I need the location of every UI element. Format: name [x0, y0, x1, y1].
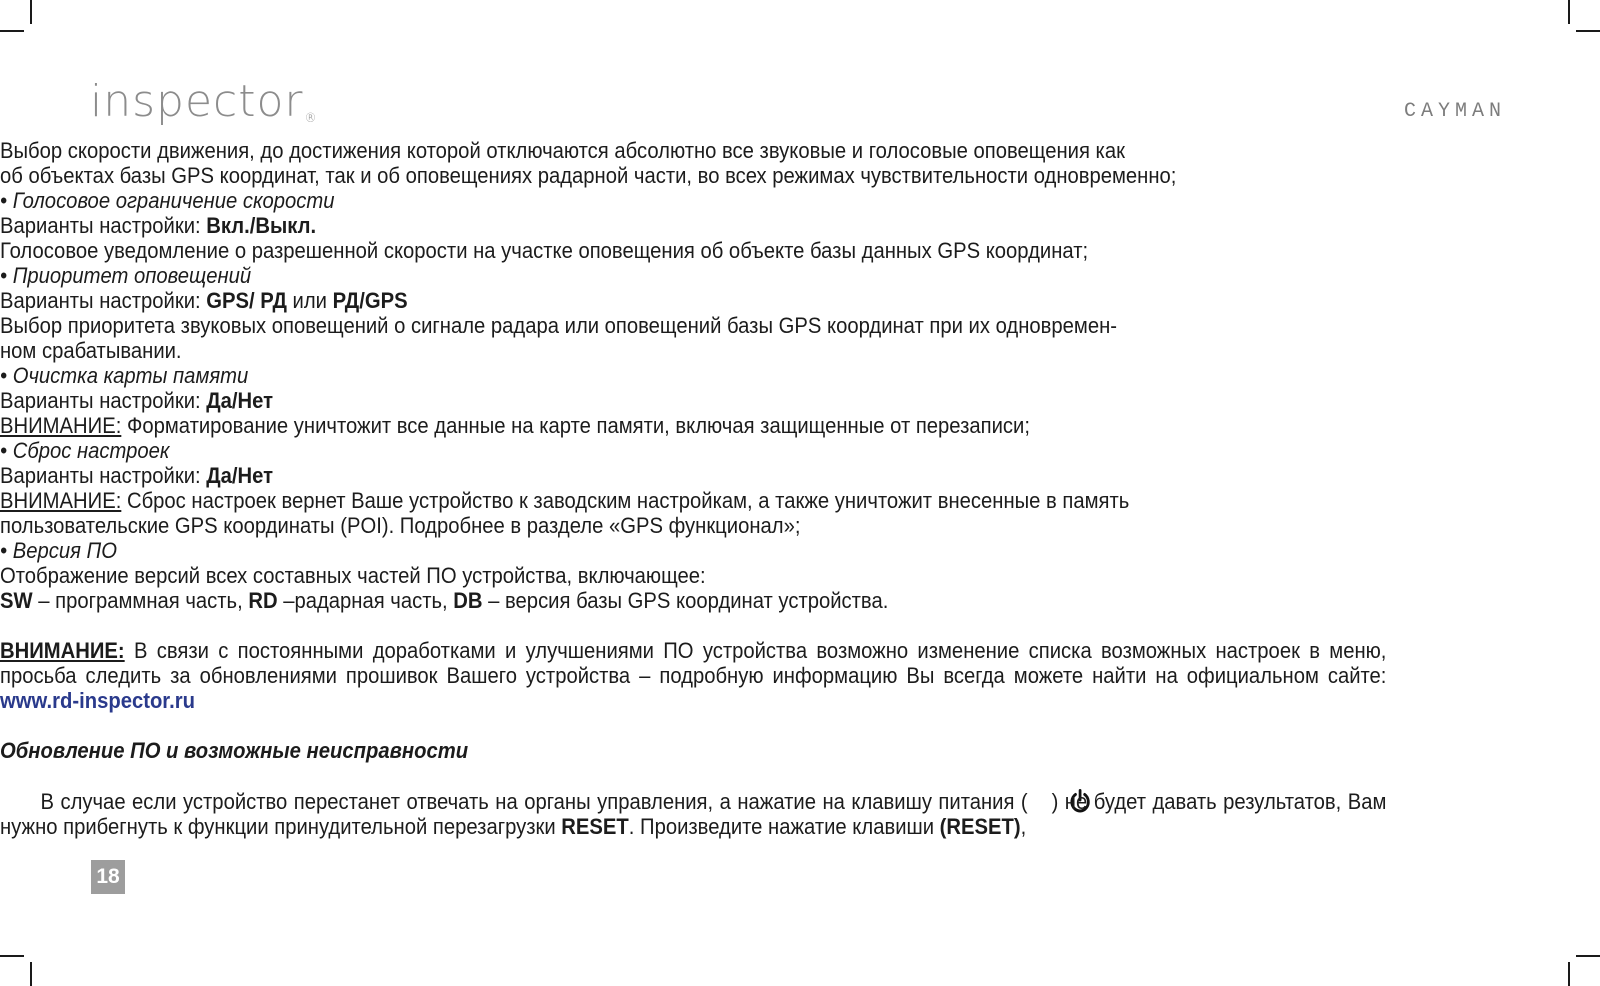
speed-desc-line-1: Выбор скорости движения, до достижения которой отключаются абсолютно все звуковые и голосовые оповещения как — [0, 138, 1125, 163]
crop-mark — [1576, 955, 1600, 957]
cayman-logo: CAYMAN — [1403, 100, 1506, 123]
reset-warning-2: пользовательские GPS координаты (POI). Подробнее в разделе «GPS функционал»; — [0, 513, 801, 538]
version-parts: SW – программная часть, RD –радарная часть, DB – версия базы GPS координат устройства. — [0, 588, 889, 613]
bullet-priority: • Приоритет оповещений — [0, 263, 252, 288]
page-content — [0, 138, 1472, 839]
bullet-clear-card: • Очистка карты памяти — [0, 363, 249, 388]
bullet-reset: • Сброс настроек — [0, 438, 170, 463]
section-title: Обновление ПО и возможные неисправности — [0, 738, 469, 763]
crop-mark — [0, 30, 24, 32]
reset-paragraph: В случае если устройство перестанет отвечать на органы управления, а нажатие на клавишу питания ( ) не будет давать результатов, Вам нужно прибегнуть к функции принудительной перезагрузки RESET. Произведите нажатие клавиши (RESET), — [0, 789, 1387, 839]
priority-desc-1: Выбор приоритета звуковых оповещений о сигнале радара или оповещений базы GPS координат при их одновремен- — [0, 313, 1117, 338]
crop-mark — [0, 955, 24, 957]
reset-warning-1: ВНИМАНИЕ: Сброс настроек вернет Ваше устройство к заводским настройкам, а также уничтожит внесенные в память — [0, 488, 1130, 513]
power-icon — [1028, 788, 1052, 814]
priority-desc-2: ном срабатывании. — [0, 338, 182, 363]
speed-desc-line-2: об объектах базы GPS координат, так и об оповещениях радарной части, во всех режимах чувствительности одновременно; — [0, 163, 1177, 188]
voice-desc: Голосовое уведомление о разрешенной скорости на участке оповещения об объекте базы данных GPS координат; — [0, 238, 1089, 263]
crop-mark — [1568, 0, 1570, 24]
voice-options: Варианты настройки: Вкл./Выкл. — [0, 213, 317, 238]
version-desc: Отображение версий всех составных частей ПО устройства, включающее: — [0, 563, 706, 588]
clear-warning: ВНИМАНИЕ: Форматирование уничтожит все данные на карте памяти, включая защищенные от перезаписи; — [0, 413, 1030, 438]
clear-options: Варианты настройки: Да/Нет — [0, 388, 274, 413]
bullet-voice-limit: • Голосовое ограничение скорости — [0, 188, 335, 213]
bullet-version: • Версия ПО — [0, 538, 117, 563]
crop-mark — [30, 962, 32, 986]
crop-mark — [1568, 962, 1570, 986]
page-number: 18 — [91, 860, 125, 894]
priority-options: Варианты настройки: GPS/ РД или РД/GPS — [0, 288, 408, 313]
notice-paragraph: ВНИМАНИЕ: В связи с постоянными доработками и улучшениями ПО устройства возможно изменение списка возможных настроек в меню, просьба следить за обновлениями прошивок Вашего устройства – подробную информацию Вы всегда можете найти на официальном сайте: www.rd-inspector.ru — [0, 638, 1387, 713]
crop-mark — [1576, 30, 1600, 32]
inspector-logo: inspector® — [90, 76, 318, 127]
website-link[interactable]: www.rd-inspector.ru — [0, 688, 195, 713]
crop-mark — [30, 0, 32, 24]
reset-options: Варианты настройки: Да/Нет — [0, 463, 274, 488]
